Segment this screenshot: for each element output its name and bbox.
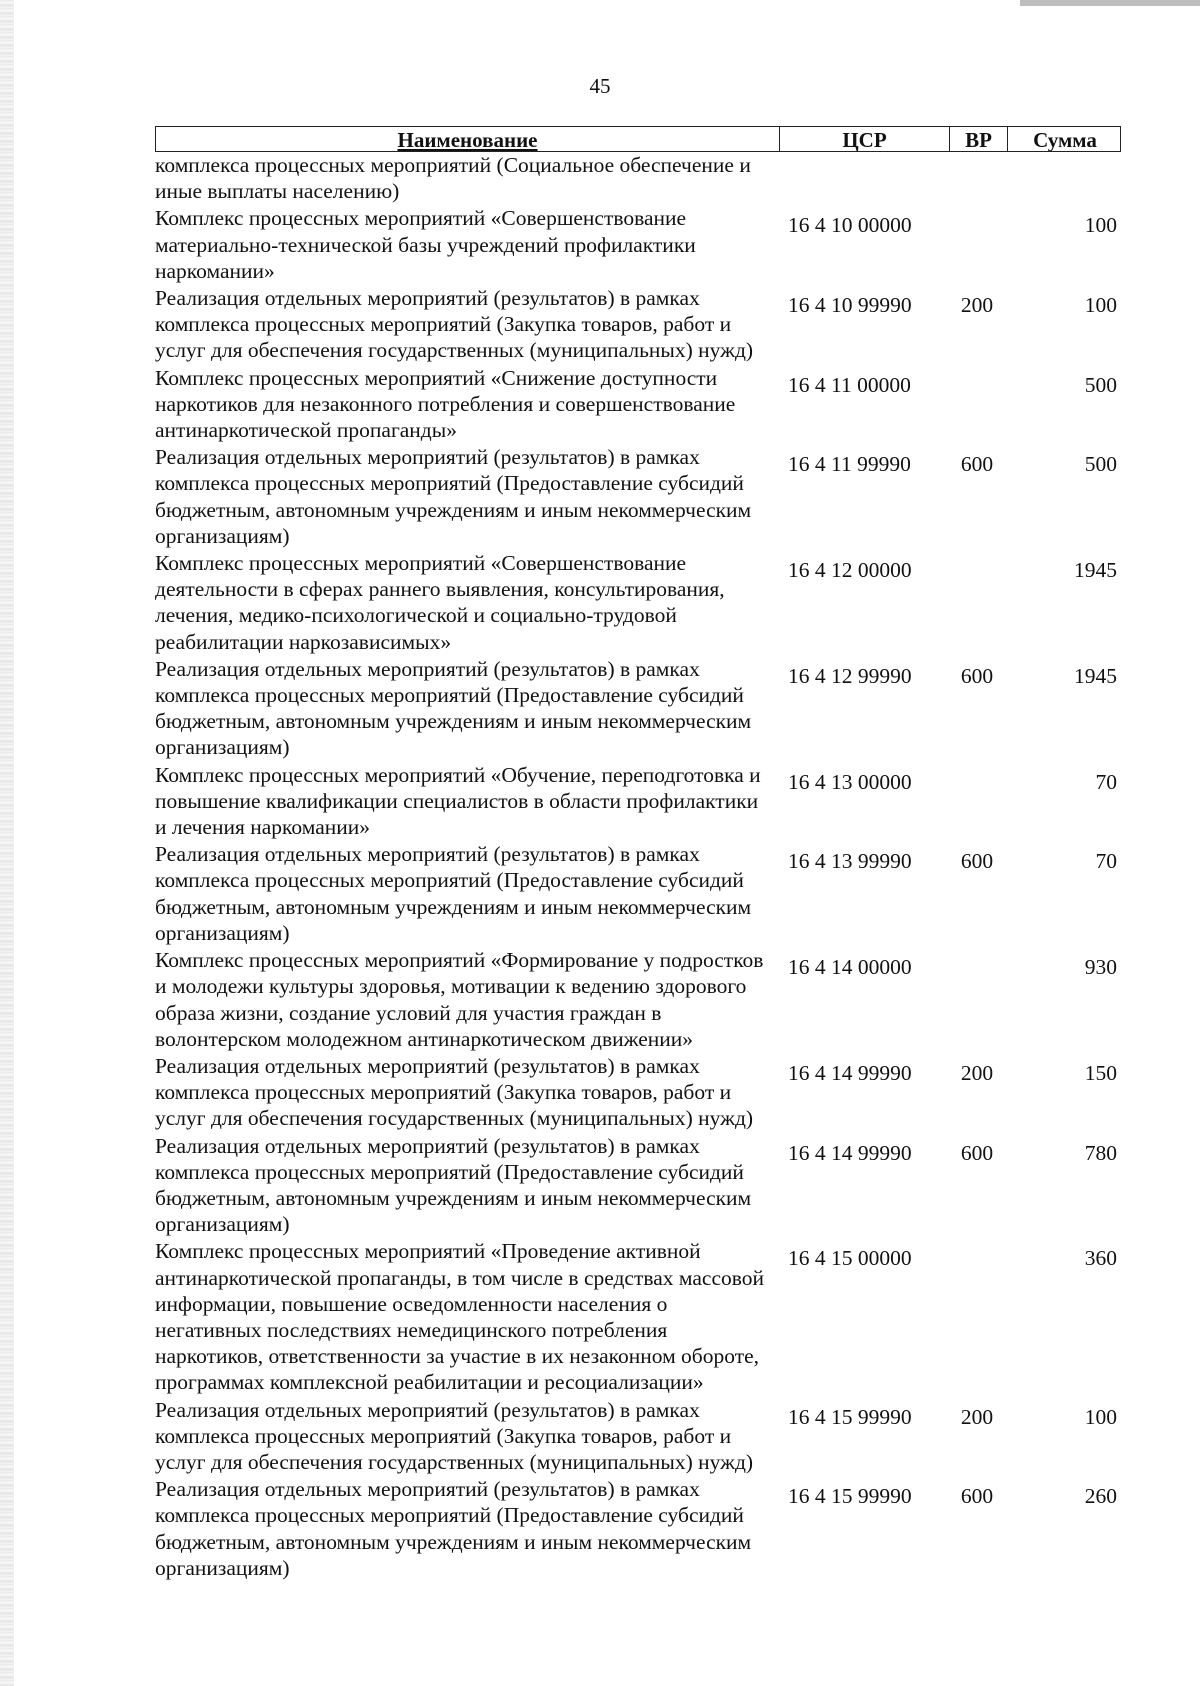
cell-name: Реализация отдельных мероприятий (результатов) в рамках комплекса процессных мероприятий (Предоставление субсидий бюджетным, автономным учреждениям и иным некоммерческим организациям) bbox=[155, 656, 752, 760]
cell-vr: 600 bbox=[960, 849, 994, 874]
cell-name: Комплекс процессных мероприятий «Формирование у подростков и молодежи культуры здоровья, мотивации к ведению здорового образа жизни, создание условий для участия граждан в волонтерском молодежном антинаркотическом движении» bbox=[155, 948, 764, 1051]
cell-csr: 16 4 12 99990 bbox=[788, 663, 912, 688]
cell-csr: 16 4 15 00000 bbox=[788, 1246, 912, 1271]
cell-sum: 930 bbox=[1084, 955, 1117, 980]
cell-vr: 200 bbox=[960, 1404, 994, 1429]
cell-csr: 16 4 14 99990 bbox=[788, 1060, 912, 1085]
cell-sum: 1945 bbox=[1074, 558, 1117, 583]
cell-name: Комплекс процессных мероприятий «Обучение, переподготовка и повышение квалификации специалистов в области профилактики и лечения наркомании» bbox=[155, 762, 761, 840]
cell-vr bbox=[948, 550, 1006, 655]
cell-sum: 100 bbox=[1084, 293, 1117, 318]
cell-csr bbox=[778, 152, 948, 204]
table-row bbox=[155, 1476, 1121, 1581]
cell-vr bbox=[948, 205, 1006, 284]
cell-name: Реализация отдельных мероприятий (результатов) в рамках комплекса процессных мероприятий (Закупка товаров, работ и услуг для обеспечения государственных (муниципальных) нужд) bbox=[155, 1053, 754, 1131]
cell-csr: 16 4 11 99990 bbox=[788, 452, 911, 477]
cell-vr: 200 bbox=[960, 293, 994, 318]
table-row bbox=[155, 1397, 1121, 1476]
table-row bbox=[155, 1053, 1121, 1132]
cell-vr bbox=[948, 947, 1006, 1052]
cell-vr bbox=[948, 762, 1006, 841]
cell-sum: 70 bbox=[1095, 849, 1117, 874]
cell-vr: 600 bbox=[960, 663, 994, 688]
header-name: Наименование bbox=[397, 128, 538, 151]
cell-vr bbox=[948, 365, 1006, 444]
cell-vr bbox=[948, 1238, 1006, 1395]
cell-csr: 16 4 12 00000 bbox=[788, 558, 912, 583]
cell-csr: 16 4 15 99990 bbox=[788, 1404, 912, 1429]
table-row bbox=[155, 152, 1121, 204]
cell-sum: 100 bbox=[1084, 213, 1117, 238]
table-row bbox=[155, 285, 1121, 364]
page-number: 45 bbox=[589, 74, 611, 98]
table-row bbox=[155, 550, 1121, 655]
table-row bbox=[155, 1238, 1121, 1395]
cell-csr: 16 4 13 99990 bbox=[788, 849, 912, 874]
cell-name: Реализация отдельных мероприятий (результатов) в рамках комплекса процессных мероприятий (Закупка товаров, работ и услуг для обеспечения государственных (муниципальных) нужд) bbox=[155, 1397, 754, 1474]
cell-sum bbox=[1006, 152, 1121, 204]
table-header bbox=[155, 126, 1121, 152]
cell-csr: 16 4 14 99990 bbox=[788, 1140, 912, 1165]
table-row bbox=[155, 365, 1121, 444]
cell-csr: 16 4 13 00000 bbox=[788, 769, 912, 794]
cell-sum: 360 bbox=[1084, 1246, 1117, 1271]
budget-table bbox=[155, 126, 1121, 1582]
header-csr: ЦСР bbox=[779, 127, 949, 151]
cell-name: Комплекс процессных мероприятий «Проведение активной антинаркотической пропаганды, в том числе в средствах массовой информации, повышение осведомленности населения о негативных последствиях немедицинского потребления наркотиков, ответственности за участие в их незаконном обороте, программах комплексной реабилитации и ресоциализации» bbox=[155, 1239, 765, 1395]
table-row bbox=[155, 444, 1121, 549]
cell-name: Комплекс процессных мероприятий «Совершенствование материально-технической базы учреждений профилактики наркомании» bbox=[155, 206, 696, 283]
cell-vr: 200 bbox=[960, 1060, 994, 1085]
cell-name: Реализация отдельных мероприятий (результатов) в рамках комплекса процессных мероприятий (Предоставление субсидий бюджетным, автономным учреждениям и иным некоммерческим организациям) bbox=[155, 1133, 752, 1237]
cell-name: Реализация отдельных мероприятий (результатов) в рамках комплекса процессных мероприятий (Предоставление субсидий бюджетным, автономным учреждениям и иным некоммерческим организациям) bbox=[155, 842, 752, 945]
cell-name: комплекса процессных мероприятий (Социальное обеспечение и иные выплаты населению) bbox=[155, 153, 751, 204]
cell-vr bbox=[948, 152, 1006, 204]
header-sum: Сумма bbox=[1007, 127, 1122, 151]
cell-sum: 1945 bbox=[1074, 663, 1117, 688]
table-row bbox=[155, 841, 1121, 946]
table-row bbox=[155, 947, 1121, 1052]
cell-sum: 500 bbox=[1084, 452, 1117, 477]
cell-csr: 16 4 14 00000 bbox=[788, 955, 912, 980]
cell-name: Комплекс процессных мероприятий «Совершенствование деятельности в сферах раннего выявления, консультирования, лечения, медико-психологической и социально-трудовой реабилитации наркозависимых» bbox=[155, 551, 725, 654]
cell-name: Реализация отдельных мероприятий (результатов) в рамках комплекса процессных мероприятий (Закупка товаров, работ и услуг для обеспечения государственных (муниципальных) нужд) bbox=[155, 286, 754, 363]
cell-vr: 600 bbox=[960, 1140, 994, 1165]
table-row bbox=[155, 1133, 1121, 1238]
cell-sum: 150 bbox=[1084, 1060, 1117, 1085]
cell-csr: 16 4 11 00000 bbox=[788, 372, 911, 397]
table-row bbox=[155, 762, 1121, 841]
cell-name: Комплекс процессных мероприятий «Снижение доступности наркотиков для незаконного потребления и совершенствование антинаркотической пропаганды» bbox=[155, 365, 736, 443]
cell-sum: 780 bbox=[1084, 1140, 1117, 1165]
cell-csr: 16 4 10 99990 bbox=[788, 293, 912, 318]
scan-edge-top bbox=[1020, 0, 1200, 6]
cell-sum: 100 bbox=[1084, 1404, 1117, 1429]
cell-sum: 500 bbox=[1084, 372, 1117, 397]
header-vr: ВР bbox=[949, 127, 1007, 151]
cell-vr: 600 bbox=[960, 1484, 994, 1509]
cell-name: Реализация отдельных мероприятий (результатов) в рамках комплекса процессных мероприятий (Предоставление субсидий бюджетным, автономным учреждениям и иным некоммерческим организациям) bbox=[155, 1477, 752, 1580]
table-row bbox=[155, 205, 1121, 284]
scan-edge-left bbox=[0, 0, 14, 1686]
cell-sum: 70 bbox=[1095, 769, 1117, 794]
cell-vr: 600 bbox=[960, 452, 994, 477]
cell-name: Реализация отдельных мероприятий (результатов) в рамках комплекса процессных мероприятий (Предоставление субсидий бюджетным, автономным учреждениям и иным некоммерческим организациям) bbox=[155, 445, 752, 548]
table-row bbox=[155, 656, 1121, 761]
cell-sum: 260 bbox=[1084, 1484, 1117, 1509]
cell-csr: 16 4 10 00000 bbox=[788, 213, 912, 238]
cell-csr: 16 4 15 99990 bbox=[788, 1484, 912, 1509]
